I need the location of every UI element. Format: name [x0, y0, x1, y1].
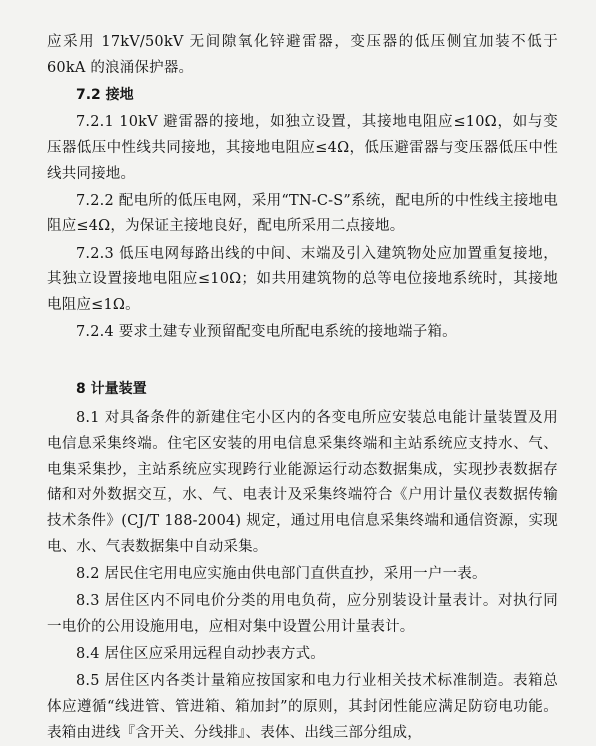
paragraph-8-5: 8.5 居住区内各类计量箱应按国家和电力行业相关技术标准制造。表箱总体应遵循“线进管、管进箱、箱加封”的原则，其封闭性能应满足防窃电功能。表箱由进线『含开关、分线排』、表体、出线三部分组成， [47, 673, 558, 741]
heading-8-metering: 8 计量装置 [76, 381, 147, 398]
paragraph-7-2-1: 7.2.1 10kV 避雷器的接地，如独立设置，其接地电阻应≤10Ω，如与变压器低压中性线共同接地，其接地电阻应≤4Ω，低压避雷器与变压器低压中性线共同接地。 [47, 114, 558, 182]
paragraph-7-2-2: 7.2.2 配电所的低压电网，采用“TN-C-S”系统，配电所的中性线主接地电阻应≤4Ω，为保证主接地良好，配电所采用二点接地。 [47, 192, 558, 235]
heading-7-2-grounding: 7.2 接地 [76, 86, 134, 103]
section-gap [47, 347, 558, 373]
paragraph-8-1: 8.1 对具备条件的新建住宅小区内的各变电所应安装总电能计量装置及用电信息采集终端。住宅区安装的用电信息采集终端和主站系统应支持水、气、电集采集抄，主站系统应实现跨行业能源运行动态数据集成，实现抄表数据存储和对外数据交互，水、气、电表计及采集终端符合《户用计量仪表数据传输技术条件》(CJ/T 188-2004) 规定，通过用电信息采集终端和通信资源，实现电、水、气表数据集中自动采集。 [47, 410, 558, 555]
paragraph-7-2-3: 7.2.3 低压电网每路出线的中间、末端及引入建筑物处应加置重复接地，其独立设置接地电阻应≤10Ω；如共用建筑物的总等电位接地系统时，其接地电阻应≤1Ω。 [47, 245, 558, 314]
paragraph-7-2-4: 7.2.4 要求土建专业预留配变电所配电系统的接地端子箱。 [76, 324, 457, 341]
paragraph-8-3: 8.3 居住区内不同电价分类的用电负荷，应分别装设计量表计。对执行同一电价的公用设施用电，应相对集中设置公用计量表计。 [47, 593, 558, 635]
paragraph-8-4: 8.4 居住区应采用远程自动抄表方式。 [76, 645, 325, 662]
paragraph-8-2: 8.2 居民住宅用电应实施由供电部门直供直抄，采用一户一表。 [76, 565, 487, 582]
paragraph-7-1-continued: 应采用 17kV/50kV 无间隙氧化锌避雷器，变压器的低压侧宜加装不低于 60kA 的浪涌保护器。 [47, 34, 558, 76]
